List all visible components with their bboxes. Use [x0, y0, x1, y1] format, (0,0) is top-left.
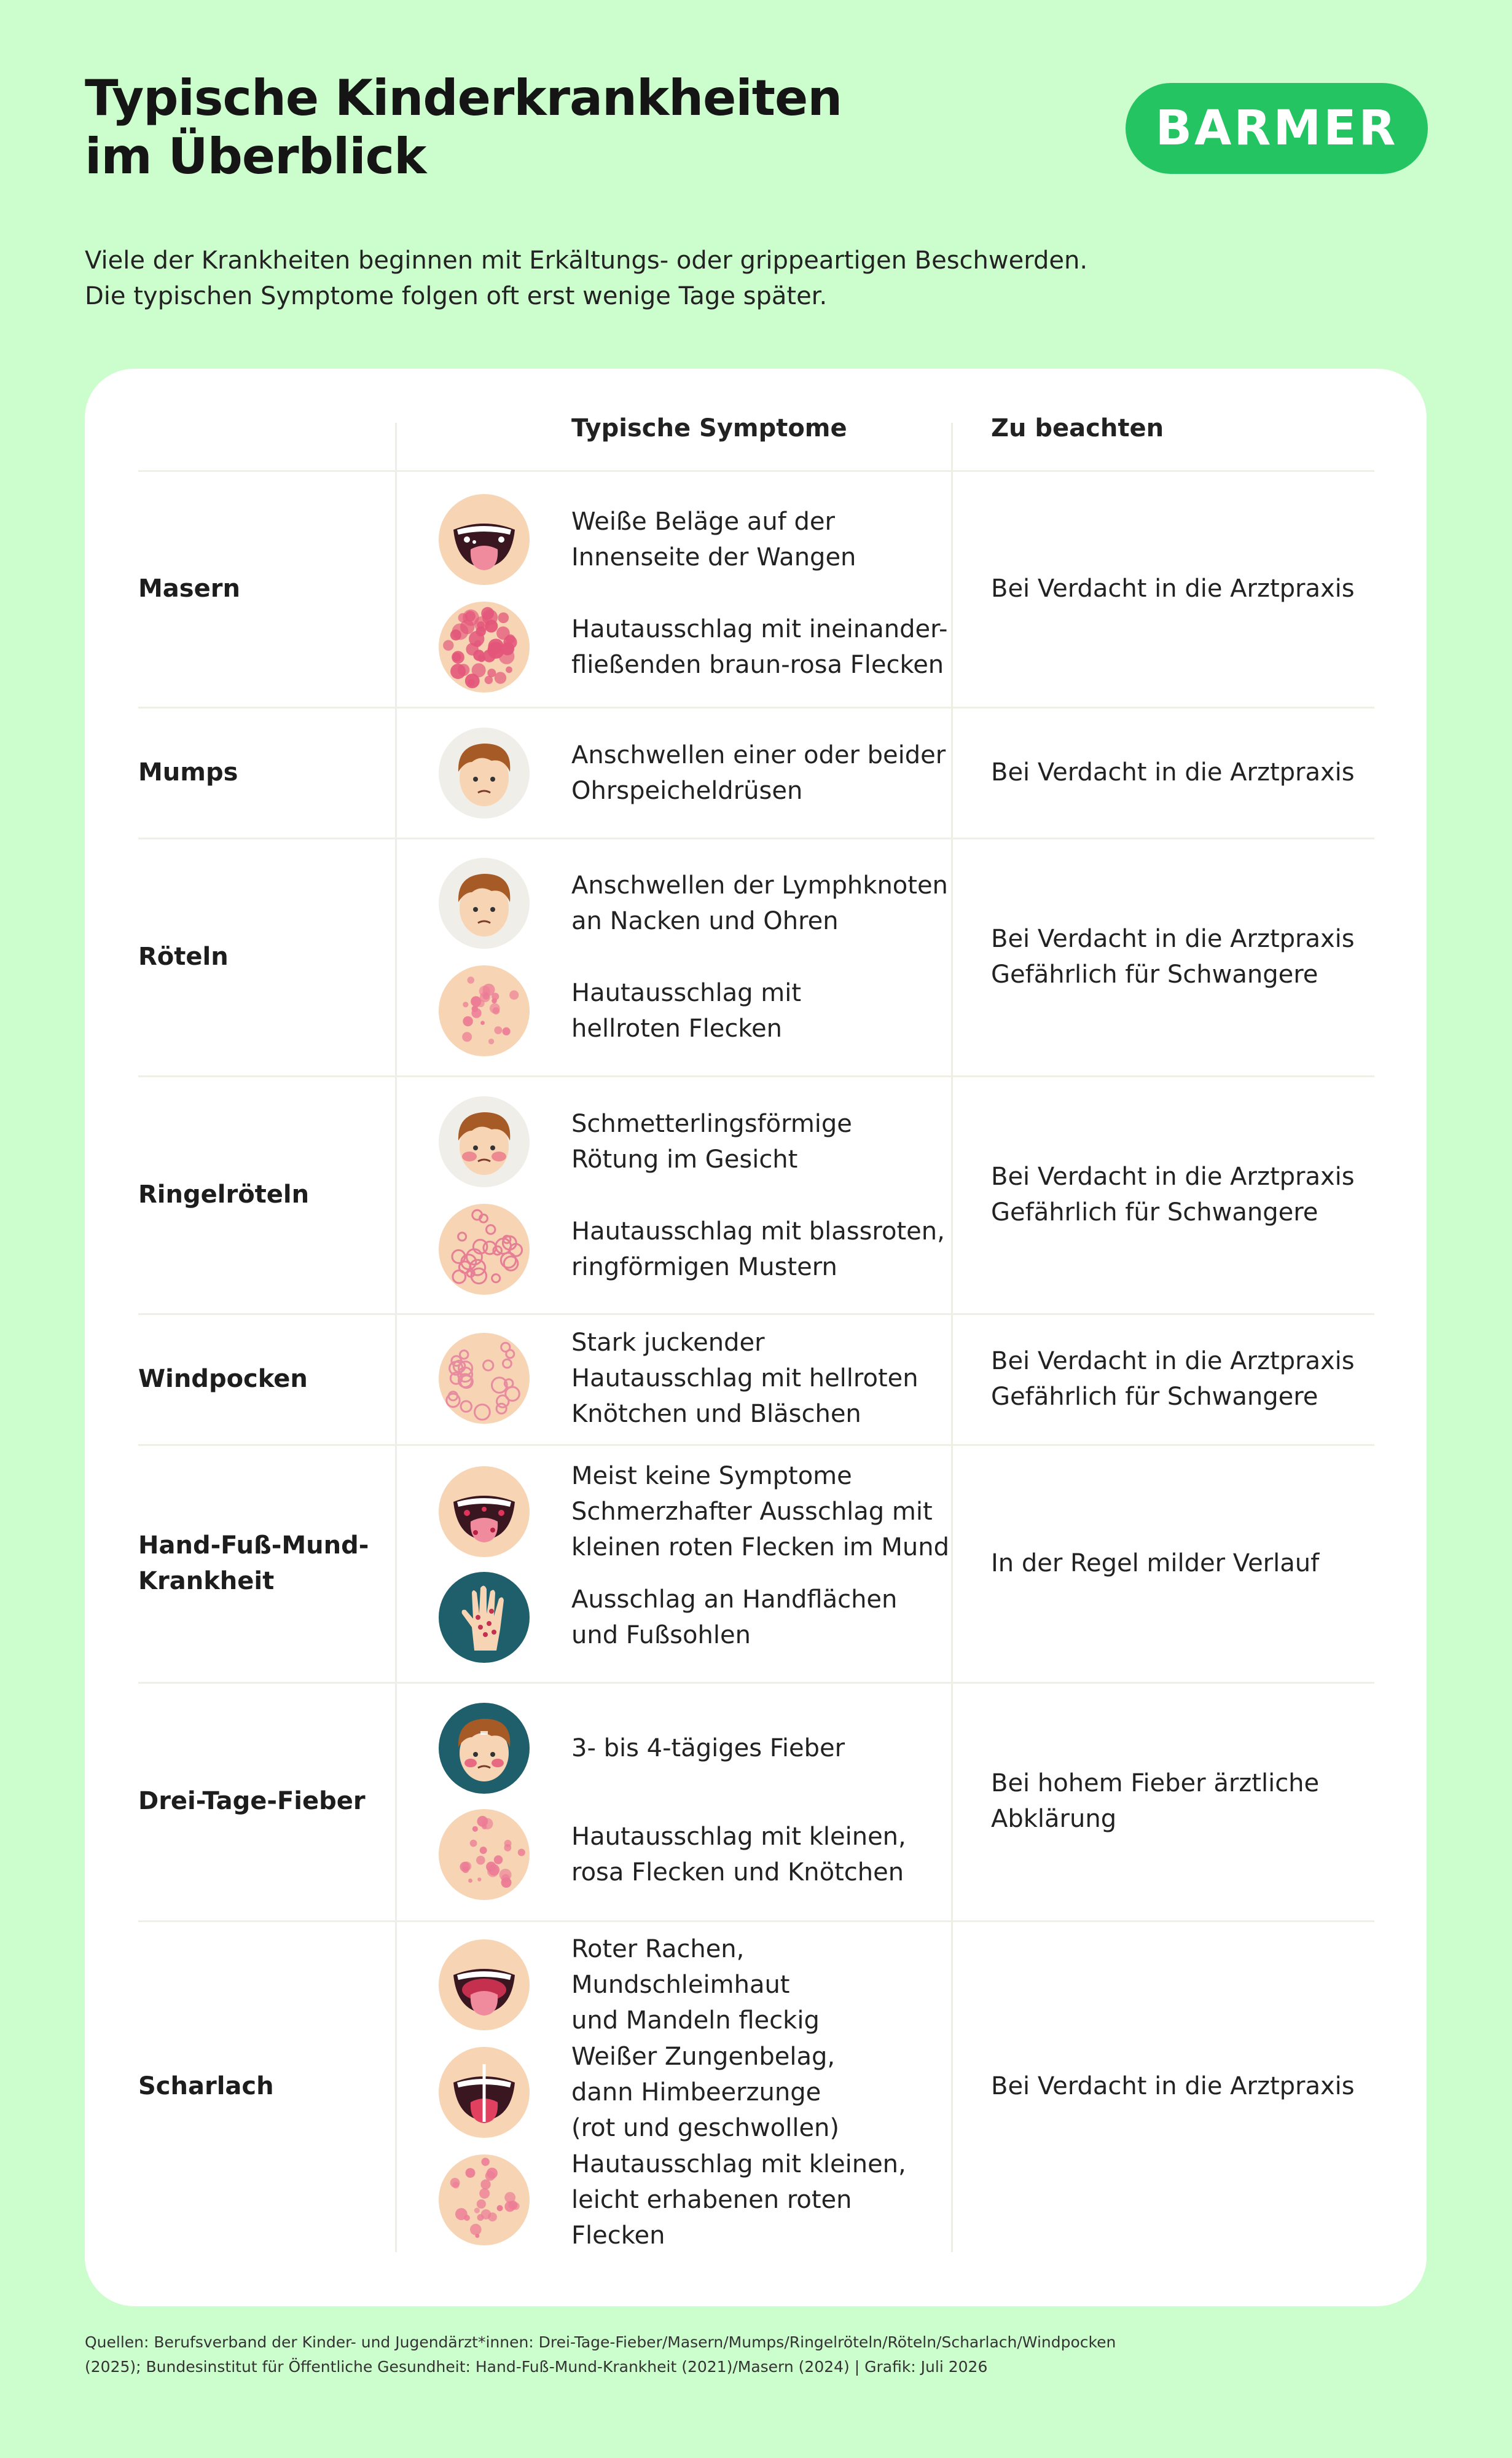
row-divider: [138, 1313, 1374, 1315]
text-line: Meist keine Symptome: [571, 1462, 852, 1490]
symptom-text: [571, 1214, 952, 1285]
text-line: Abklärung: [991, 1805, 1117, 1833]
row-divider: [138, 470, 1374, 472]
text-line: Knötchen und Bläschen: [571, 1400, 861, 1428]
text-line: und Mandeln fleckig: [571, 2006, 820, 2035]
note-text: [991, 1343, 1372, 1415]
header-notes: Zu beachten: [991, 414, 1164, 442]
row-divider: [138, 838, 1374, 839]
rash-dense-red-icon: [437, 600, 531, 694]
text-line: Gefährlich für Schwangere: [991, 1198, 1318, 1227]
note-text: [991, 1545, 1372, 1581]
symptom-text: [571, 868, 952, 939]
disease-name: [138, 1177, 384, 1212]
symptom-text: [571, 2146, 952, 2253]
text-line: Krankheit: [138, 1566, 275, 1595]
text-line: dann Himbeerzunge: [571, 2078, 821, 2107]
note-text: [991, 2068, 1372, 2104]
child-fever-icon: [437, 1702, 531, 1795]
text-line: leicht erhabenen roten Flecken: [571, 2186, 852, 2250]
row-divider: [138, 1920, 1374, 1922]
text-line: Anschwellen der Lymphknoten: [571, 871, 948, 900]
hand-rash-icon: [437, 1571, 531, 1664]
text-line: Röteln: [138, 942, 229, 971]
disease-name: [138, 939, 384, 975]
title-line-1: Typische Kinderkrankheiten: [85, 69, 842, 127]
text-line: 3- bis 4-tägiges Fieber: [571, 1734, 845, 1762]
text-line: Ausschlag an Handflächen: [571, 1585, 898, 1614]
note-text: [991, 571, 1372, 607]
note-text: [991, 1765, 1372, 1837]
barmer-logo: BARMER: [1126, 83, 1428, 174]
raspberry-tongue-icon: [437, 2046, 531, 2139]
text-line: Bei Verdacht in die Arztpraxis: [991, 574, 1355, 603]
symptom-text: [571, 1458, 952, 1565]
text-line: Hautausschlag mit: [571, 979, 802, 1007]
note-text: [991, 921, 1372, 992]
disease-name: [138, 755, 384, 790]
mouth-red-spots-icon: [437, 1465, 531, 1558]
throat-red-icon: [437, 1938, 531, 2032]
text-line: In der Regel milder Verlauf: [991, 1549, 1320, 1577]
disease-name: [138, 1528, 384, 1599]
text-line: fließenden braun-rosa Flecken: [571, 651, 944, 679]
symptom-text: [571, 1931, 952, 2038]
text-line: Stark juckender: [571, 1329, 765, 1357]
rash-ring-pattern-icon: [437, 1203, 531, 1296]
text-line: Hautausschlag mit ineinander-: [571, 615, 948, 643]
symptom-text: [571, 737, 952, 809]
text-line: Bei Verdacht in die Arztpraxis: [991, 924, 1355, 953]
text-line: Ohrspeicheldrüsen: [571, 777, 803, 805]
text-line: Schmerzhafter Ausschlag mit: [571, 1498, 933, 1526]
text-line: Scharlach: [138, 2072, 274, 2100]
symptom-text: [571, 611, 952, 683]
text-line: hellroten Flecken: [571, 1015, 783, 1043]
text-line: Bei Verdacht in die Arztpraxis: [991, 1162, 1355, 1191]
text-line: Gefährlich für Schwangere: [991, 1382, 1318, 1411]
note-text: [991, 755, 1372, 790]
text-line: Hautausschlag mit kleinen,: [571, 2150, 906, 2178]
page-title: [85, 69, 1006, 186]
column-divider: [395, 423, 397, 2252]
text-line: Innenseite der Wangen: [571, 543, 856, 571]
symptom-text: [571, 975, 952, 1046]
text-line: (rot und geschwollen): [571, 2114, 840, 2142]
child-face-icon: [437, 857, 531, 950]
intro-line-2: Die typischen Symptome folgen oft erst wenige Tage später.: [85, 282, 828, 310]
header-symptoms: Typische Symptome: [571, 414, 847, 442]
symptom-text: [571, 1582, 952, 1653]
title-line-2: im Überblick: [85, 128, 426, 185]
rash-small-red-icon: [437, 2153, 531, 2247]
sources-line-2: (2025); Bundesinstitut für Öffentliche Gesundheit: Hand-Fuß-Mund-Krankheit (2021)/Masern (2024) | Grafik: Juli 2026: [85, 2358, 988, 2376]
intro-line-1: Viele der Krankheiten beginnen mit Erkältungs- oder grippeartigen Beschwerden.: [85, 246, 1088, 275]
disease-name: [138, 2068, 384, 2104]
rash-blisters-icon: [437, 1332, 531, 1425]
text-line: Masern: [138, 574, 240, 603]
symptom-text: [571, 2039, 952, 2146]
mouth-white-spots-icon: [437, 493, 531, 586]
text-line: an Nacken und Ohren: [571, 907, 839, 935]
text-line: Mumps: [138, 758, 238, 787]
sources-footnote: [85, 2330, 1436, 2379]
rash-pink-icon: [437, 1808, 531, 1901]
rash-light-red-icon: [437, 964, 531, 1058]
text-line: Gefährlich für Schwangere: [991, 960, 1318, 989]
text-line: Schmetterlingsförmige: [571, 1110, 852, 1138]
intro-text: [85, 243, 1252, 314]
text-line: Drei-Tage-Fieber: [138, 1787, 366, 1815]
child-face-icon: [437, 726, 531, 820]
text-line: Bei hohem Fieber ärztliche: [991, 1769, 1320, 1797]
child-face-blush-icon: [437, 1095, 531, 1188]
text-line: ringförmigen Mustern: [571, 1253, 837, 1281]
text-line: Bei Verdacht in die Arztpraxis: [991, 758, 1355, 787]
sources-line-1: Quellen: Berufsverband der Kinder- und Jugendärzt*innen: Drei-Tage-Fieber/Masern/Mumps/Ringelröteln/Röteln/Scharlach/Windpocken: [85, 2333, 1116, 2351]
disease-name: [138, 571, 384, 607]
text-line: Ringelröteln: [138, 1180, 310, 1209]
symptom-text: [571, 504, 952, 575]
row-divider: [138, 1075, 1374, 1077]
text-line: Rötung im Gesicht: [571, 1145, 798, 1174]
text-line: kleinen roten Flecken im Mund: [571, 1533, 949, 1561]
text-line: und Fußsohlen: [571, 1621, 751, 1649]
text-line: Anschwellen einer oder beider: [571, 741, 946, 769]
symptom-text: [571, 1106, 952, 1177]
text-line: Roter Rachen, Mundschleimhaut: [571, 1935, 790, 1999]
row-divider: [138, 1444, 1374, 1446]
symptom-text: [571, 1819, 952, 1890]
text-line: Hautausschlag mit kleinen,: [571, 1823, 906, 1851]
text-line: Weißer Zungenbelag,: [571, 2043, 836, 2071]
row-divider: [138, 707, 1374, 709]
text-line: Hand-Fuß-Mund-: [138, 1531, 369, 1560]
symptom-text: [571, 1325, 952, 1432]
disease-name: [138, 1783, 384, 1819]
text-line: Hautausschlag mit blassroten,: [571, 1217, 945, 1246]
symptom-text: [571, 1730, 952, 1766]
disease-name: [138, 1361, 384, 1397]
text-line: Bei Verdacht in die Arztpraxis: [991, 2072, 1355, 2100]
text-line: Hautausschlag mit hellroten: [571, 1364, 919, 1392]
text-line: Weiße Beläge auf der: [571, 508, 835, 536]
note-text: [991, 1159, 1372, 1230]
text-line: Windpocken: [138, 1364, 308, 1393]
text-line: rosa Flecken und Knötchen: [571, 1858, 904, 1887]
text-line: Bei Verdacht in die Arztpraxis: [991, 1346, 1355, 1375]
row-divider: [138, 1682, 1374, 1684]
